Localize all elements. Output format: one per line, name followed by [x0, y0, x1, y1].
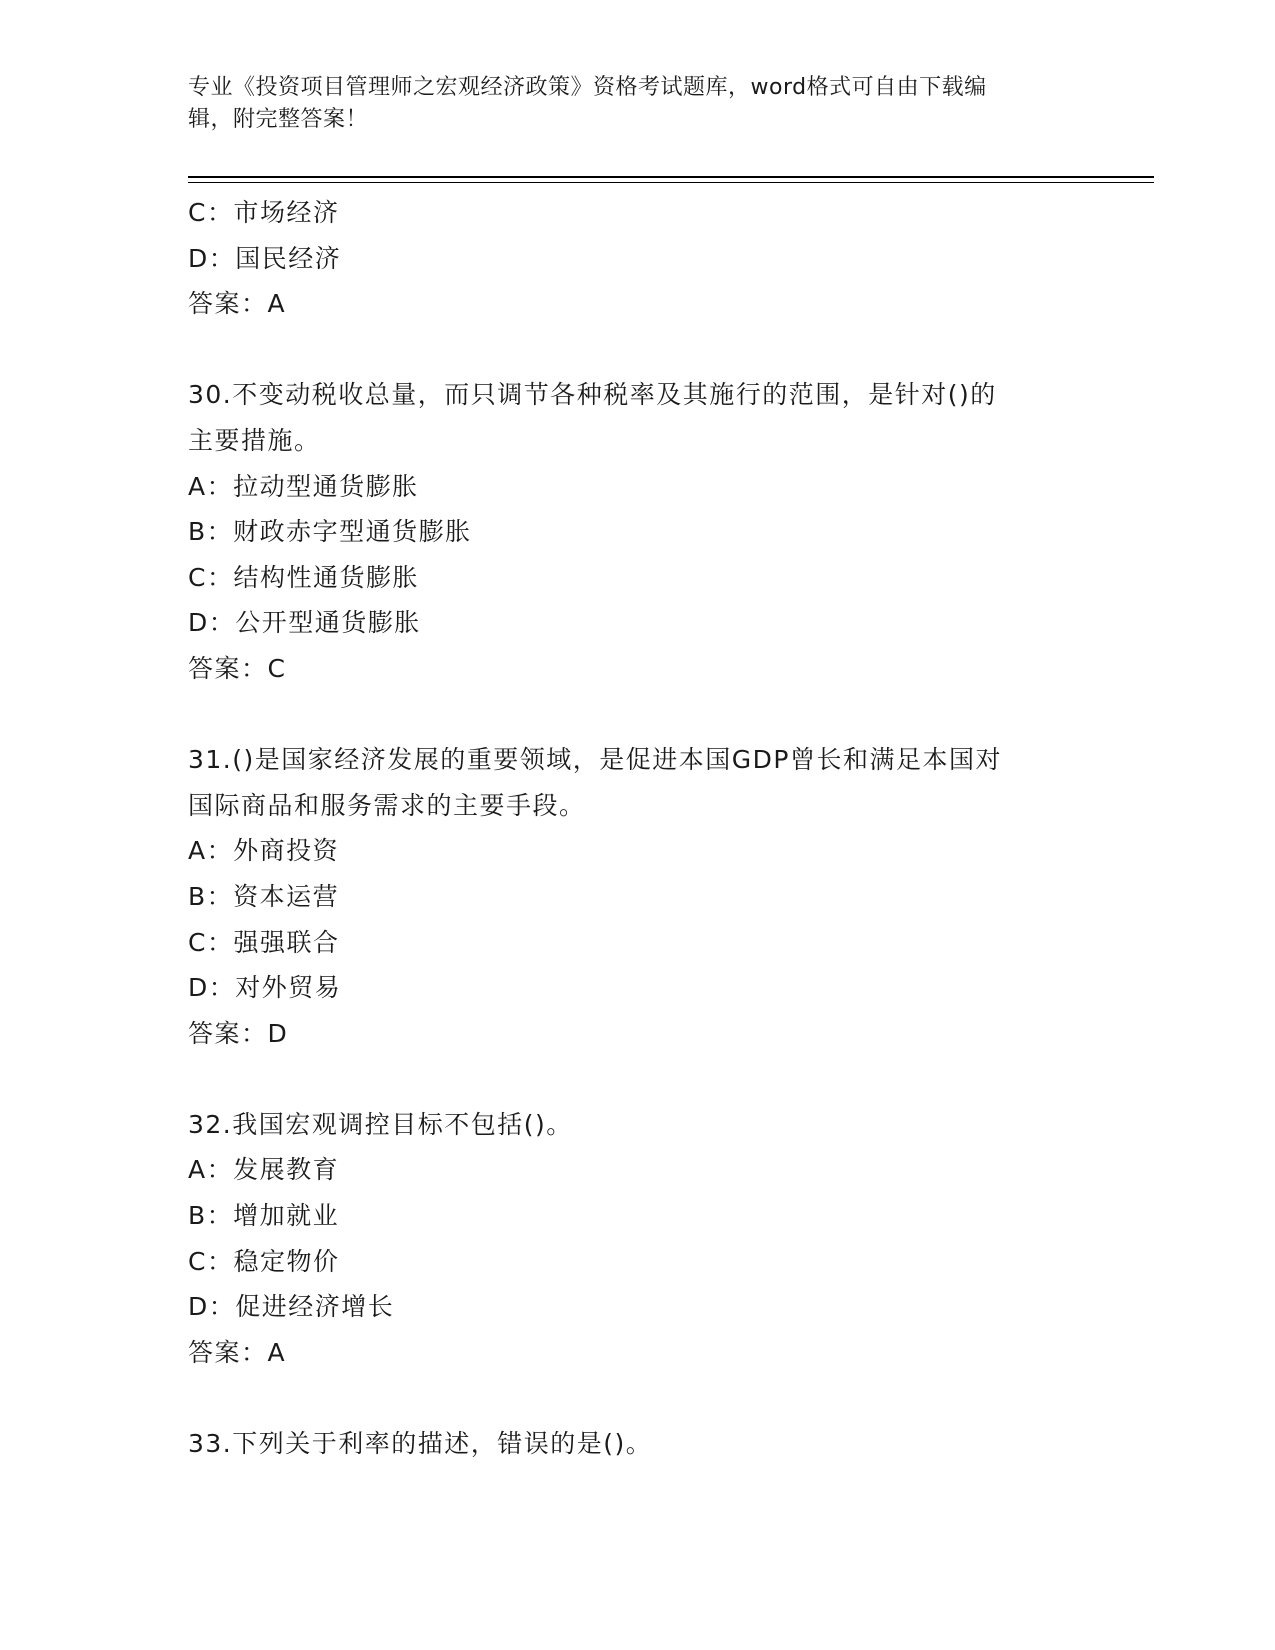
question-29-tail: [188, 190, 1088, 327]
question-stem-line: 主要措施。: [188, 425, 321, 455]
answer-line: 答案：D: [188, 1018, 289, 1048]
option-c: C：稳定物价: [188, 1246, 340, 1276]
document-header: [188, 72, 1068, 136]
answer-line: 答案：A: [188, 289, 287, 319]
option-d: D：公开型通货膨胀: [188, 608, 421, 638]
question-31: [188, 737, 1088, 1056]
option-a: A：拉动型通货膨胀: [188, 471, 419, 501]
option-d: D：国民经济: [188, 243, 342, 273]
question-stem-line: 31.()是国家经济发展的重要领域，是促进本国GDP曾长和满足本国对: [188, 745, 1002, 775]
header-divider-thick: [188, 176, 1154, 178]
option-c: C：强强联合: [188, 927, 340, 957]
header-line-2: 辑，附完整答案！: [188, 107, 369, 132]
header-divider-thin: [188, 182, 1154, 183]
option-d: D：对外贸易: [188, 973, 342, 1003]
question-stem-line: 33.下列关于利率的描述，错误的是()。: [188, 1429, 653, 1459]
option-b: B：资本运营: [188, 881, 340, 911]
option-c: C：结构性通货膨胀: [188, 562, 419, 592]
question-stem-line: 32.我国宏观调控目标不包括()。: [188, 1109, 573, 1139]
question-list: [188, 190, 1088, 1467]
question-stem-line: 国际商品和服务需求的主要手段。: [188, 790, 586, 820]
option-a: A：外商投资: [188, 836, 340, 866]
option-b: B：财政赤字型通货膨胀: [188, 517, 472, 547]
question-stem-line: 30.不变动税收总量，而只调节各种税率及其施行的范围，是针对()的: [188, 380, 997, 410]
question-32: [188, 1102, 1088, 1376]
option-b: B：增加就业: [188, 1201, 340, 1231]
option-d: D：促进经济增长: [188, 1292, 395, 1322]
option-c: C：市场经济: [188, 198, 340, 227]
option-a: A：发展教育: [188, 1155, 340, 1185]
header-line-1: 专业《投资项目管理师之宏观经济政策》资格考试题库，word格式可自由下载编: [188, 75, 987, 100]
answer-line: 答案：C: [188, 653, 287, 683]
question-30: [188, 372, 1088, 691]
answer-line: 答案：A: [188, 1337, 287, 1367]
question-33: [188, 1421, 1088, 1467]
